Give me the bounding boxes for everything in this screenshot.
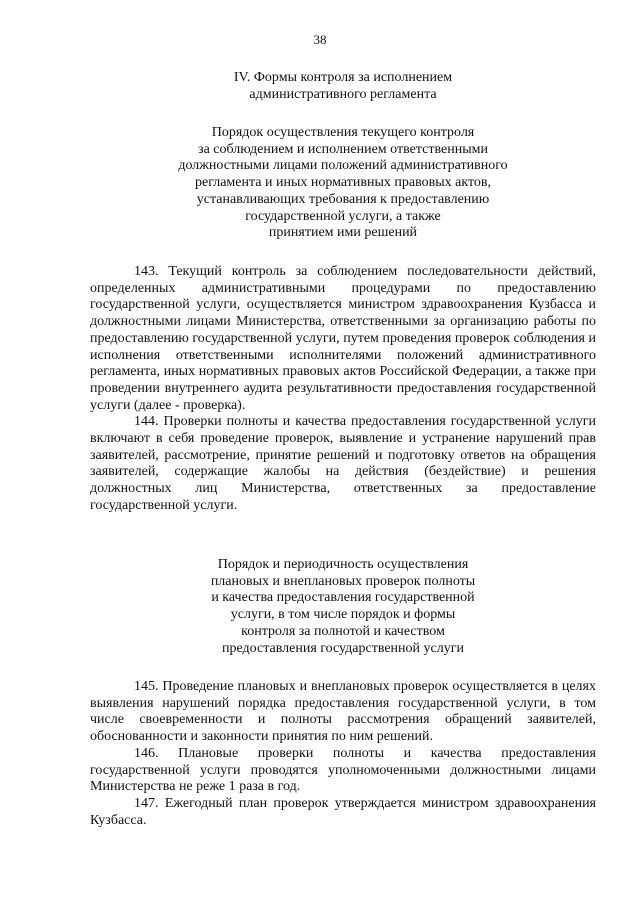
paragraph-block-2: [90, 679, 596, 829]
subheading-line: принятием ими решений: [268, 225, 418, 241]
subheading-line: услуги, в том числе порядок и формы: [230, 607, 456, 623]
paragraph-144: 144. Проверки полноты и качества предоставления государственной услуги включают в себя проведение проверок, выявление и устранение нарушений прав заявителей, рассмотрение, принятие решений и подготовку ответов на обращения заявителей, содержащие жалобы на действия (бездействие) и решения должностных лиц Министерства, ответственных за предоставление государственной услуги.: [90, 414, 596, 513]
subheading-line: предоставления государственной услуги: [222, 640, 464, 656]
subheading-line: должностными лицами положений административного: [178, 158, 508, 174]
section-heading-line: административного регламента: [249, 86, 437, 102]
paragraph-block-1: [90, 264, 596, 515]
subheading-inspections: [90, 557, 596, 657]
subheading-line: регламента и иных нормативных правовых актов,: [194, 175, 492, 191]
subheading-line: Порядок и периодичность осуществления: [217, 557, 469, 572]
subheading-line: государственной услуги, а также: [245, 208, 441, 224]
subheading-line: и качества предоставления государственной: [211, 590, 475, 606]
subheading-line: устанавливающих требования к предоставлению: [196, 191, 490, 207]
paragraph-147: 147. Ежегодный план проверок утверждается министром здравоохранения Кузбасса.: [90, 795, 596, 828]
paragraph-146: 146. Плановые проверки полноты и качества предоставления государственной услуги проводятся уполномоченными должностными лицами Министерства не реже 1 раза в год.: [90, 745, 596, 795]
section-heading-line: IV. Формы контроля за исполнением: [233, 70, 453, 85]
page-number: 38: [313, 32, 327, 47]
subheading-line: контроля за полнотой и качеством: [241, 623, 445, 639]
subheading-current-control: [90, 125, 596, 242]
section-heading: [90, 70, 596, 103]
subheading-line: Порядок осуществления текущего контроля: [211, 125, 475, 140]
subheading-line: плановых и внеплановых проверок полноты: [210, 573, 476, 589]
paragraph-143: 143. Текущий контроль за соблюдением последовательности действий, определенных административными процедурами по предоставлению государственной услуги, осуществляется министром здравоохранения Кузбасса и должностными лицами Министерства, ответственными за организацию работы по предоставлению государственной услуги, путем проведения проверок соблюдения и исполнения ответственными исполнителями положений административного регламента, иных нормативных правовых актов Российской Федерации, а также при проведении внутреннего аудита результативности предоставления государственной услуги (далее - проверка).: [90, 264, 596, 413]
subheading-line: за соблюдением и исполнением ответственными: [198, 141, 488, 157]
paragraph-145: 145. Проведение плановых и внеплановых проверок осуществляется в целях выявления нарушений порядка предоставления государственной услуги, в том числе своевременности и полноты рассмотрения обращений заявителей, обоснованности и законности принятия по ним решений.: [90, 679, 596, 745]
